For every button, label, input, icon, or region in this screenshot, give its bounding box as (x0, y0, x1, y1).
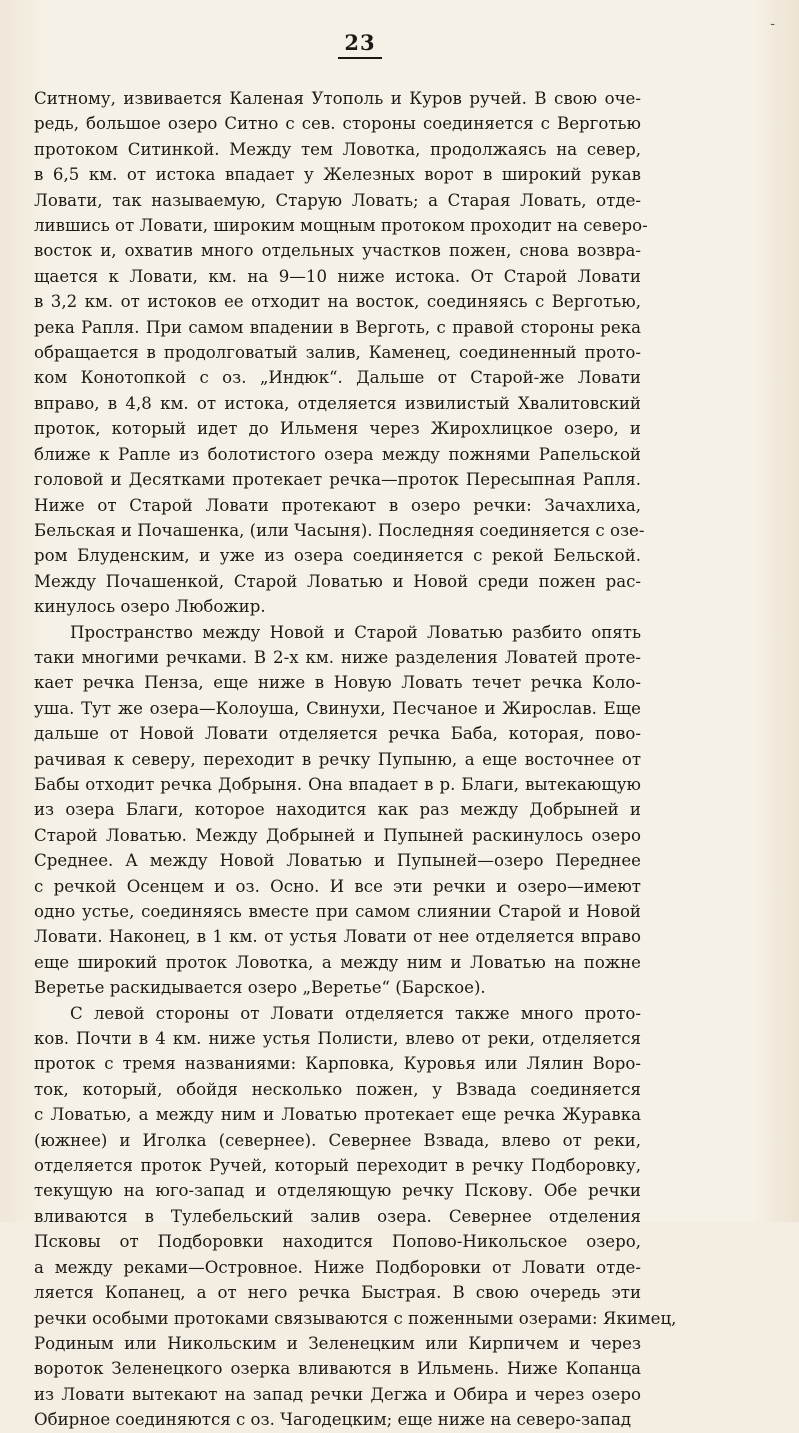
text-line: дальше от Новой Ловати отделяется речка Баба, которая, пово- (34, 724, 641, 744)
text-line: Родиным или Никольским и Зеленецким или Кирпичем и через (34, 1333, 641, 1353)
text-line: Среднее. А между Новой Ловатью и Пупыней—озеро Переднее (34, 851, 641, 871)
text-line: Ниже от Старой Ловати протекают в озеро речки: Зачахлиха, (34, 495, 641, 515)
text-line: текущую на юго-запад и отделяющую речку Пскову. Обе речки (34, 1181, 641, 1201)
text-line: еще широкий проток Ловотка, а между ним и Ловатью на пожне (34, 952, 641, 972)
text-line: Обирное соединяются с оз. Чагодецким; еще ниже на северо-запад (34, 1410, 632, 1430)
text-line: Старой Ловатью. Между Добрыней и Пупыней раскинулось озеро (34, 825, 641, 845)
text-line: река Рапля. При самом впадении в Верготь, с правой стороны река (34, 317, 641, 337)
text-line: ков. Почти в 4 км. ниже устья Полисти, влево от реки, отделяется (34, 1029, 641, 1049)
text-line: Бабы отходит речка Добрыня. Она впадает в р. Благи, вытекающую (34, 774, 641, 794)
text-line: ближе к Рапле из болотистого озера между пожнями Рапельской (34, 444, 641, 464)
paragraph (34, 1001, 677, 1433)
text-line: в 6,5 км. от истока впадает у Железных ворот в широкий рукав (34, 165, 641, 185)
text-line: одно устье, соединяясь вместе при самом слиянии Старой и Новой (34, 902, 641, 921)
text-line: в 3,2 км. от истоков ее отходит на восток, соединяясь с Верготью, (34, 292, 641, 312)
text-line: проток с тремя названиями: Карповка, Куровья или Лялин Воро- (34, 1054, 641, 1074)
text-line: лившись от Ловати, широким мощным протоком проходит на северо- (34, 216, 648, 236)
text-line: протоком Ситинкой. Между тем Ловотка, продолжаясь на север, (34, 139, 641, 159)
text-line: вороток Зеленецкого озерка вливаются в Ильмень. Ниже Копанца (34, 1359, 641, 1379)
text-line: (южнее) и Иголка (севернее). Севернее Взвада, влево от реки, (34, 1130, 641, 1150)
page-number (0, 30, 720, 59)
text-line: ром Блуденским, и уже из озера соединяется с рекой Бельской. (34, 546, 641, 566)
text-line: Бельская и Почашенка, (или Часыня). Последняя соединяется с озе- (34, 520, 645, 540)
text-line: ком Конотопкой с оз. „Индюк“. Дальше от Старой-же Ловати (34, 368, 641, 388)
corner-mark: - (770, 16, 775, 32)
text-line: таки многими речками. В 2-х км. ниже разделения Ловатей проте- (34, 647, 641, 667)
text-line: кает речка Пенза, еще ниже в Новую Ловать течет речка Коло- (34, 673, 641, 693)
text-line: Пространство между Новой и Старой Ловатью разбито опять (70, 622, 641, 642)
text-line: из Ловати вытекают на запад речки Дегжа и Обира и через озеро (34, 1384, 641, 1404)
text-line: Ловати. Наконец, в 1 км. от устья Ловати от нее отделяется вправо (34, 927, 641, 947)
text-line: проток, который идет до Ильменя через Жирохлицкое озеро, и (34, 419, 641, 439)
text-line: Веретье раскидывается озеро „Веретье“ (Барское). (34, 978, 486, 998)
text-line: щается к Ловати, км. на 9—10 ниже истока. От Старой Ловати (34, 266, 641, 286)
text-line: Ловати, так называемую, Старую Ловать; а Старая Ловать, отде- (34, 190, 641, 210)
text-line: ток, который, обойдя несколько пожен, у Взвада соединяется (34, 1079, 641, 1099)
text-line: Псковы от Подборовки находится Попово-Никольское озеро, (34, 1232, 641, 1252)
text-body (34, 86, 677, 1433)
text-line: отделяется проток Ручей, который переходит в речку Подборовку, (34, 1156, 641, 1176)
text-line: обращается в продолговатый залив, Каменец, соединенный прото- (34, 343, 641, 363)
text-line: уша. Тут же озера—Колоуша, Свинухи, Песчаное и Жирослав. Еще (34, 698, 641, 718)
text-line: речки особыми протоками связываются с поженными озерами: Якимец, (34, 1308, 677, 1328)
text-line: рачивая к северу, переходит в речку Пупыню, а еще восточнее от (34, 749, 641, 769)
text-line: восток и, охватив много отдельных участков пожен, снова возвра- (34, 241, 641, 261)
text-line: головой и Десятками протекает речка—проток Пересыпная Рапля. (34, 470, 641, 490)
text-line: кинулось озеро Любожир. (34, 597, 266, 617)
paragraph (34, 86, 648, 620)
text-line: Ситному, извивается Каленая Утополь и Куров ручей. В свою оче- (34, 89, 641, 108)
page-number-text: 23 (338, 30, 381, 59)
text-line: вправо, в 4,8 км. от истока, отделяется извилистый Хвалитовский (34, 393, 641, 413)
text-line: Между Почашенкой, Старой Ловатью и Новой среди пожен рас- (34, 571, 641, 591)
text-line: с речкой Осенцем и оз. Осно. И все эти речки и озеро—имеют (34, 876, 641, 896)
text-line: с Ловатью, а между ним и Ловатью протекает еще речка Журавка (34, 1105, 641, 1125)
text-line: вливаются в Тулебельский залив озера. Севернее отделения (34, 1206, 641, 1226)
text-line: редь, большое озеро Ситно с сев. стороны соединяется с Верготью (34, 114, 641, 134)
text-line: С левой стороны от Ловати отделяется также много прото- (70, 1003, 641, 1023)
text-line: из озера Благи, которое находится как раз между Добрыней и (34, 800, 641, 820)
text-line: а между реками—Островное. Ниже Подборовки от Ловати отде- (34, 1257, 641, 1277)
text-line: ляется Копанец, а от него речка Быстрая. В свою очередь эти (34, 1283, 641, 1303)
paragraph (34, 620, 641, 1001)
